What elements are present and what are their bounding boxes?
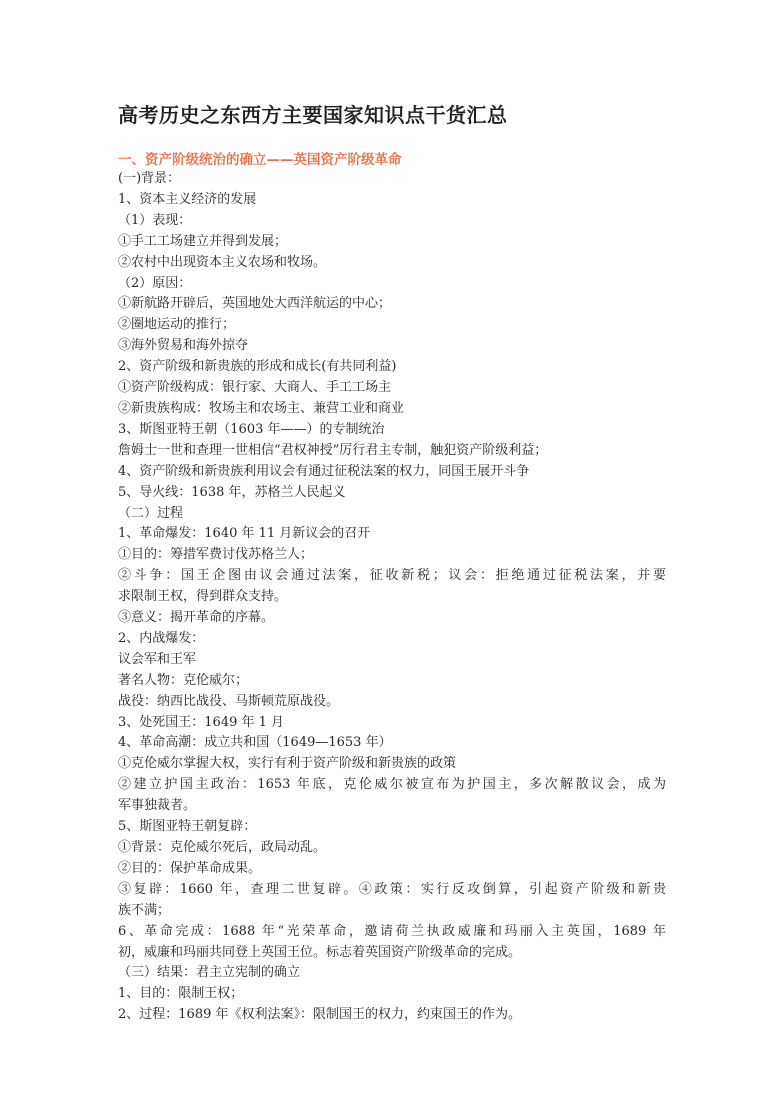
document-title: 高考历史之东西方主要国家知识点干货汇总 [118,103,508,127]
text-line: 3、处死国王：1649 年 1 月 [118,714,285,730]
text-line: ①目的：筹措军费讨伐苏格兰人； [118,547,314,563]
text-line: 4、资产阶级和新贵族利用议会有通过征税法案的权力，同国王展开斗争 [118,463,530,479]
text-line: （二）过程 [118,505,184,521]
text-line: （2）原因： [118,275,192,291]
document-body [118,169,666,1026]
text-line: 族不满； [118,902,171,918]
text-line: ③海外贸易和海外掠夺 [118,338,249,354]
text-line: 求限制王权，得到群众支持。 [118,589,288,605]
text-line: 1、资本主义经济的发展 [118,191,257,207]
text-line: ②农村中出现资本主义农场和牧场。 [118,254,327,270]
text-line: 6、革命完成：1688 年“光荣革命，邀请荷兰执政威廉和玛丽入主英国，1689 年 [118,923,666,939]
text-line: （1）表现： [118,212,192,228]
text-line: ①克伦威尔掌握大权，实行有利于资产阶级和新贵族的政策 [118,756,457,772]
text-line: 詹姆士一世和查理一世相信“君权神授”厉行君主专制，触犯资产阶级利益； [118,442,548,458]
text-line: 2、内战爆发： [118,630,205,646]
text-line: ②目的：保护革命成果。 [118,860,262,876]
text-line: 2、过程：1689 年《权利法案》：限制国王的权力，约束国王的作为。 [118,1007,521,1023]
text-line: 军事独裁者。 [118,798,197,814]
text-line: 3、斯图亚特王朝（1603 年——）的专制统治 [118,421,385,437]
text-line: 议会军和王军 [118,651,197,667]
text-line: ①背景：克伦威尔死后，政局动乱。 [118,840,327,855]
section-heading: 一、资产阶级统治的确立——英国资产阶级革命 [118,152,402,168]
text-line: 2、资产阶级和新贵族的形成和成长(有共同利益) [118,359,397,375]
text-line: 战役：纳西比战役、马斯顿荒原战役。 [118,693,340,709]
text-line: （三）结果：君主立宪制的确立 [118,965,301,981]
text-line: ①新航路开辟后，英国地处大西洋航运的中心； [118,296,392,312]
text-line: ①资产阶级构成：银行家、大商人、手工工场主 [118,380,392,396]
text-line: ②斗争：国王企图由议会通过法案，征收新税；议会：拒绝通过征税法案，并要 [118,568,666,584]
text-line: 5、导火线：1638 年，苏格兰人民起义 [118,484,346,500]
text-line: 5、斯图亚特王朝复辟： [118,819,257,835]
text-line: ②新贵族构成：牧场主和农场主、兼营工业和商业 [118,400,405,416]
text-line: 1、革命爆发：1640 年 11 月新议会的召开 [118,526,371,542]
text-line: ③复辟：1660 年，查理二世复辟。④政策：实行反攻倒算，引起资产阶级和新贵 [118,881,666,897]
text-line: (一)背景： [118,171,181,186]
text-line: ①手工工场建立并得到发展； [118,233,288,249]
text-line: 初，威廉和玛丽共同登上英国王位。标志着英国资产阶级革命的完成。 [118,944,522,960]
text-line: 著名人物：克伦威尔； [118,672,249,688]
text-line: 4、革命高潮：成立共和国（1649—1653 年） [118,735,392,751]
text-line: ③意义：揭开革命的序幕。 [118,610,275,626]
text-line: ②建立护国主政治：1653 年底，克伦威尔被宣布为护国主，多次解散议会，成为 [118,777,666,793]
text-line: 1、目的：限制王权； [118,986,244,1002]
text-line: ②圈地运动的推行； [118,317,236,333]
